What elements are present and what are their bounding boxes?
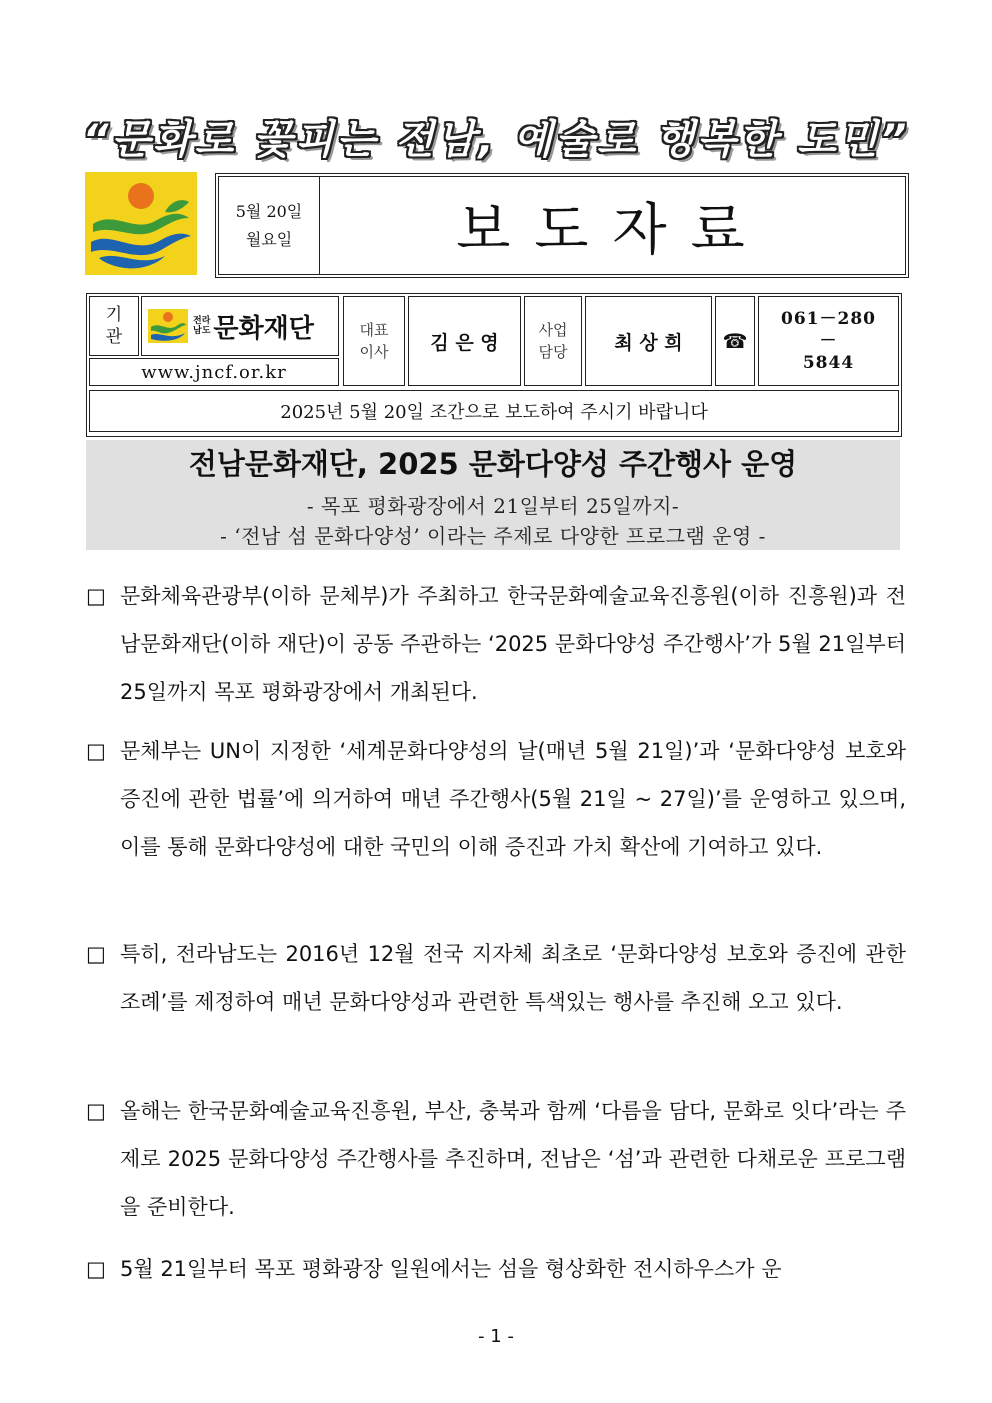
- paragraph-text: 올해는 한국문화예술교육진흥원, 부산, 충북과 함께 ‘다름을 담다, 문화로 잇다’라는 주제로 2025 문화다양성 주간행사를 추진하며, 전남은 ‘섬’과 관련한 다채로운 프로그램을 준비한다.: [120, 1099, 906, 1219]
- body-paragraph: [86, 727, 906, 871]
- release-weekday: 월요일: [245, 229, 293, 249]
- website-link[interactable]: www.jncf.or.kr: [89, 358, 339, 386]
- phone-line-2: －: [819, 331, 838, 351]
- headline-banner: [86, 440, 900, 550]
- phone-line-1: 061－280: [781, 309, 876, 329]
- paragraph-text: 5월 21일부터 목포 평화광장 일원에서는 섬을 형상화한 전시하우스가 운: [120, 1257, 782, 1281]
- release-date: 5월 20일: [235, 201, 303, 221]
- bullet-icon: □: [86, 1257, 106, 1281]
- foundation-small-logo-icon: [148, 309, 188, 343]
- paragraph-text: 문체부는 UN이 지정한 ‘세계문화다양성의 날(매년 5월 21일)’과 ‘문화다양성 보호와 증진에 관한 법률’에 의거하여 매년 주간행사(5월 21일 ~ 27일)’를 운영하고 있으며, 이를 통해 문화다양성에 대한 국민의 이해 증진과 가치 확산에 기여하고 있다.: [120, 739, 906, 859]
- body-paragraph: [86, 930, 906, 1026]
- rep-label-cell: [343, 296, 405, 386]
- manager-label-1: 사업: [538, 321, 568, 339]
- foundation-logo-icon: [85, 172, 197, 275]
- headline-title: 전남문화재단, 2025 문화다양성 주간행사 운영: [188, 447, 798, 481]
- org-name: 문화재단: [213, 313, 314, 344]
- rep-label-2: 이사: [359, 343, 389, 361]
- bullet-icon: □: [86, 739, 106, 763]
- org-region-mark: [193, 316, 210, 336]
- org-logo-cell: [141, 296, 339, 356]
- phone-line-3: 5844: [802, 353, 855, 373]
- body-paragraph: [86, 1087, 906, 1231]
- rep-name: 김 은 영: [408, 296, 521, 386]
- manager-name: 최 상 희: [585, 296, 712, 386]
- body-paragraph: [86, 1245, 906, 1293]
- phone-number: [758, 296, 899, 386]
- org-label-2: 관: [105, 327, 123, 347]
- bullet-icon: □: [86, 584, 106, 608]
- contact-info-table: [86, 293, 902, 437]
- page-number: - 1 -: [478, 1326, 514, 1347]
- org-region-1: 전라: [193, 316, 211, 326]
- manager-label-2: 담당: [538, 343, 568, 361]
- headline-subtitle-1: - 목포 평화광장에서 21일부터 25일까지-: [306, 494, 680, 518]
- org-label-1: 기: [105, 305, 123, 325]
- press-release-header: [218, 176, 906, 275]
- paragraph-text: 특히, 전라남도는 2016년 12월 전국 지자체 최초로 ‘문화다양성 보호와 증진에 관한 조례’를 제정하여 매년 문화다양성과 관련한 특색있는 행사를 추진해 오고 있다.: [120, 942, 906, 1014]
- paragraph-text: 문화체육관광부(이하 문체부)가 주최하고 한국문화예술교육진흥원(이하 진흥원)과 전남문화재단(이하 재단)이 공동 주관하는 ‘2025 문화다양성 주간행사’가 5월 21일부터 25일까지 목포 평화광장에서 개최된다.: [120, 584, 906, 704]
- rep-label-1: 대표: [359, 321, 389, 339]
- bullet-icon: □: [86, 1099, 106, 1123]
- release-date-cell: [219, 177, 320, 274]
- document-title: 보도자료: [456, 197, 769, 263]
- bullet-icon: □: [86, 942, 106, 966]
- headline-subtitle-2: - ‘전남 섬 문화다양성’ 이라는 주제로 다양한 프로그램 운영 -: [220, 524, 766, 548]
- body-paragraph: [86, 572, 906, 716]
- phone-icon: ☎: [715, 296, 755, 386]
- manager-label-cell: [524, 296, 582, 386]
- org-label-cell: [89, 296, 139, 356]
- org-region-2: 남도: [193, 326, 211, 336]
- slogan: “문화로 꽃피는 전남, 예술로 행복한 도민”: [82, 117, 910, 163]
- embargo-notice: 2025년 5월 20일 조간으로 보도하여 주시기 바랍니다: [89, 390, 899, 432]
